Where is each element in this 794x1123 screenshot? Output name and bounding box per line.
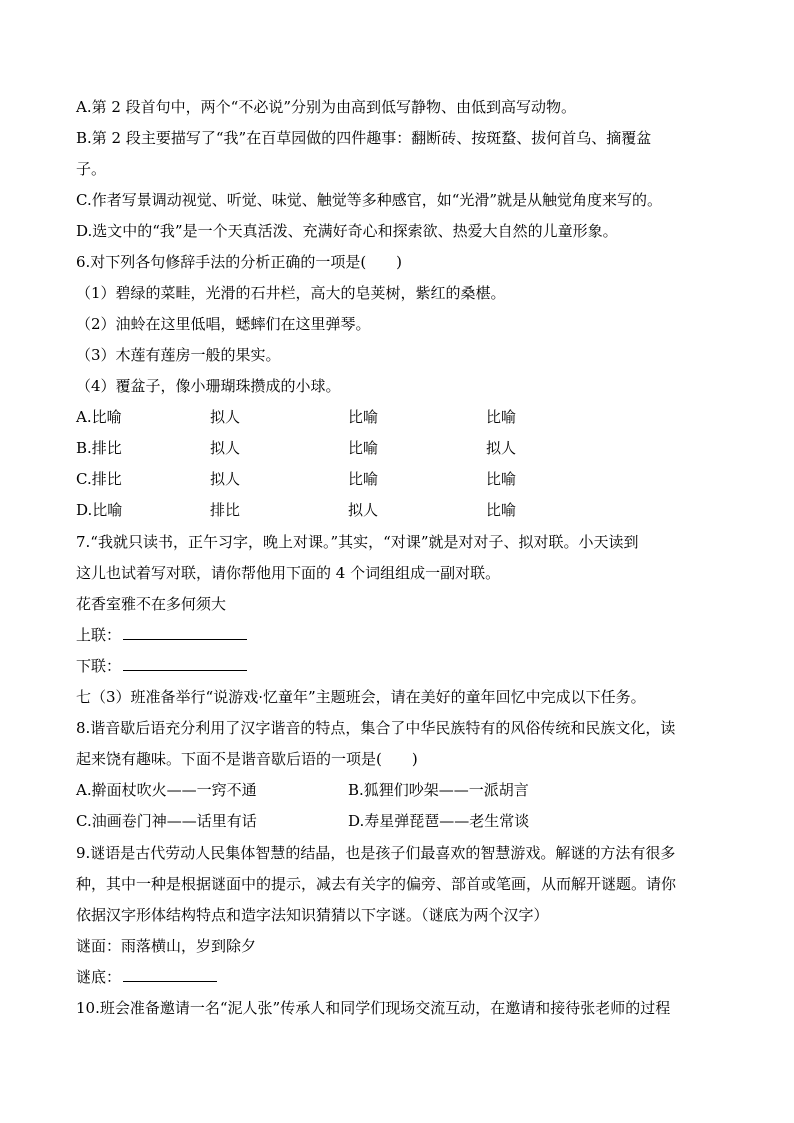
q6-option-b-label: B.排比 bbox=[76, 439, 122, 457]
q6-option-d-col2: 排比 bbox=[210, 501, 241, 519]
q5-option-b-line1: B.第 2 段主要描写了“我”在百草园做的四件趣事：翻断砖、按斑蝥、拔何首乌、摘覆盆 bbox=[76, 129, 652, 147]
q6-option-b-col3: 比喻 bbox=[348, 439, 379, 457]
q7-words: 花香室雅不在多何须大 bbox=[76, 595, 227, 613]
q9-answer-label: 谜底： bbox=[76, 968, 122, 986]
q7-upper-label: 上联： bbox=[76, 626, 122, 644]
q6-stem: 6.对下列各句修辞手法的分析正确的一项是( ) bbox=[76, 253, 403, 271]
q6-sentence-2: （2）油蛉在这里低唱，蟋蟀们在这里弹琴。 bbox=[76, 315, 371, 333]
q6-option-a-col4: 比喻 bbox=[486, 408, 517, 426]
q8-option-c: C.油画卷门神——话里有话 bbox=[76, 812, 257, 830]
q6-option-c-col4: 比喻 bbox=[486, 470, 517, 488]
q5-option-a: A.第 2 段首句中，两个“不必说”分别为由高到低写静物、由低到高写动物。 bbox=[76, 98, 577, 116]
q8-option-d: D.寿星弹琵琶——老生常谈 bbox=[348, 812, 530, 830]
q6-option-b-col4: 拟人 bbox=[486, 439, 517, 457]
q9-stem-line1: 9.谜语是古代劳动人民集体智慧的结晶，也是孩子们最喜欢的智慧游戏。解谜的方法有很多 bbox=[76, 844, 676, 862]
q9-stem-line3: 依据汉字形体结构特点和造字法知识猜猜以下字谜。（谜底为两个汉字） bbox=[76, 906, 549, 924]
q9-riddle: 谜面：雨落横山，岁到除夕 bbox=[76, 937, 257, 955]
q7-stem-line1: 7.“我就只读书，正午习字，晚上对课。”其实，“对课”就是对对子、拟对联。小天读到 bbox=[76, 533, 639, 551]
q7-lower-blank[interactable] bbox=[123, 652, 247, 671]
q6-option-b-col2: 拟人 bbox=[210, 439, 241, 457]
q5-option-d: D.选文中的“我”是一个天真活泼、充满好奇心和探索欲、热爱大自然的儿童形象。 bbox=[76, 222, 618, 240]
q7-upper-blank[interactable] bbox=[123, 621, 247, 640]
section-intro: 七（3）班准备举行“说游戏·忆童年”主题班会，请在美好的童年回忆中完成以下任务。 bbox=[76, 688, 646, 706]
q7-upper-couplet bbox=[76, 620, 724, 650]
q9-answer-blank[interactable] bbox=[123, 963, 217, 982]
q9-answer-line bbox=[76, 962, 724, 992]
q10-stem-line1: 10.班会准备邀请一名“泥人张”传承人和同学们现场交流互动，在邀请和接待张老师的过程 bbox=[76, 999, 671, 1017]
q7-lower-couplet bbox=[76, 651, 724, 681]
q6-option-c-col3: 比喻 bbox=[348, 470, 379, 488]
q8-stem-line1: 8.谐音歇后语充分利用了汉字谐音的特点，集合了中华民族特有的风俗传统和民族文化，读 bbox=[76, 719, 676, 737]
q6-option-d-col4: 比喻 bbox=[486, 501, 517, 519]
q6-sentence-4: （4）覆盆子，像小珊瑚珠攒成的小球。 bbox=[76, 377, 341, 395]
q8-stem-line2: 起来饶有趣味。下面不是谐音歇后语的一项是( ) bbox=[76, 750, 418, 768]
q6-option-c-label: C.排比 bbox=[76, 470, 122, 488]
q5-option-c: C.作者写景调动视觉、听觉、味觉、触觉等多种感官，如“光滑”就是从触觉角度来写的。 bbox=[76, 191, 663, 209]
q6-option-d-label: D.比喻 bbox=[76, 501, 123, 519]
q8-option-b: B.狐狸们吵架——一派胡言 bbox=[348, 781, 529, 799]
q6-sentence-3: （3）木莲有莲房一般的果实。 bbox=[76, 346, 281, 364]
q5-option-b-line2: 子。 bbox=[76, 160, 107, 178]
q6-option-a-label: A.比喻 bbox=[76, 408, 122, 426]
q6-option-c-col2: 拟人 bbox=[210, 470, 241, 488]
q6-option-a-col3: 比喻 bbox=[348, 408, 379, 426]
q7-stem-line2: 这儿也试着写对联，请你帮他用下面的 4 个词组组成一副对联。 bbox=[76, 564, 501, 582]
q6-option-a-col2: 拟人 bbox=[210, 408, 241, 426]
q8-option-a: A.擀面杖吹火——一窍不通 bbox=[76, 781, 257, 799]
q6-option-d-col3: 拟人 bbox=[348, 501, 379, 519]
q9-stem-line2: 种，其中一种是根据谜面中的提示，减去有关字的偏旁、部首或笔画，从而解开谜题。请你 bbox=[76, 875, 677, 893]
q7-lower-label: 下联： bbox=[76, 657, 122, 675]
q6-sentence-1: （1）碧绿的菜畦，光滑的石井栏，高大的皂荚树，紫红的桑椹。 bbox=[76, 284, 506, 302]
